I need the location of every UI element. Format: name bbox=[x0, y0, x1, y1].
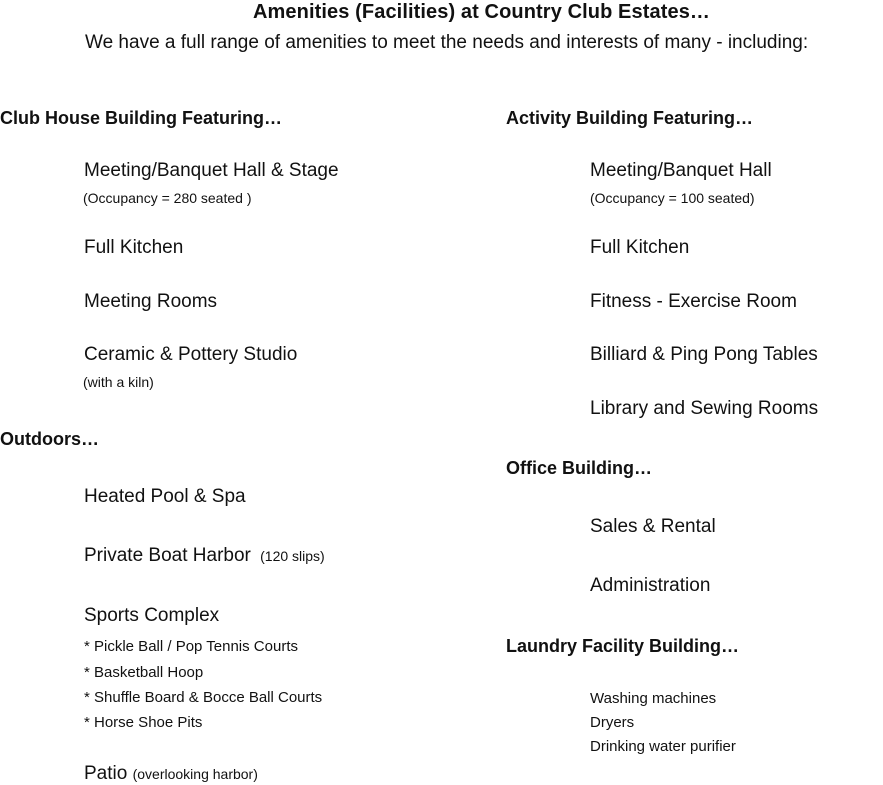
clubhouse-meeting-rooms: Meeting Rooms bbox=[84, 291, 218, 312]
laundry-item: Drinking water purifier bbox=[590, 738, 736, 755]
outdoors-pool: Heated Pool & Spa bbox=[84, 486, 246, 507]
sports-item: * Horse Shoe Pits bbox=[84, 714, 203, 731]
outdoors-harbor-label: Private Boat Harbor bbox=[84, 545, 251, 566]
clubhouse-ceramic: Ceramic & Pottery Studio bbox=[84, 344, 298, 365]
outdoors-patio-label: Patio bbox=[84, 763, 128, 784]
activity-hall-note: (Occupancy = 100 seated) bbox=[590, 190, 755, 206]
outdoors-heading: Outdoors… bbox=[0, 429, 99, 449]
activity-heading: Activity Building Featuring… bbox=[506, 108, 754, 128]
activity-fitness: Fitness - Exercise Room bbox=[590, 291, 797, 312]
clubhouse-kitchen: Full Kitchen bbox=[84, 237, 184, 258]
activity-library: Library and Sewing Rooms bbox=[590, 398, 819, 419]
outdoors-patio bbox=[84, 763, 258, 785]
office-admin: Administration bbox=[590, 575, 711, 596]
sports-item: * Basketball Hoop bbox=[84, 664, 204, 681]
clubhouse-hall-note: (Occupancy = 280 seated ) bbox=[83, 190, 252, 206]
activity-hall: Meeting/Banquet Hall bbox=[590, 160, 772, 181]
activity-billiard: Billiard & Ping Pong Tables bbox=[590, 344, 818, 365]
sports-item: * Pickle Ball / Pop Tennis Courts bbox=[84, 638, 298, 655]
outdoors-patio-note: (overlooking harbor) bbox=[132, 766, 258, 782]
page-subtitle: We have a full range of amenities to meet the needs and interests of many - including: bbox=[85, 32, 809, 53]
clubhouse-ceramic-note: (with a kiln) bbox=[83, 374, 154, 390]
sports-item: * Shuffle Board & Bocce Ball Courts bbox=[84, 689, 323, 706]
activity-kitchen: Full Kitchen bbox=[590, 237, 690, 258]
clubhouse-heading: Club House Building Featuring… bbox=[0, 108, 282, 128]
page-title: Amenities (Facilities) at Country Club Estates… bbox=[253, 1, 711, 23]
office-heading: Office Building… bbox=[506, 458, 652, 478]
outdoors-harbor-note: (120 slips) bbox=[260, 548, 325, 564]
outdoors-harbor bbox=[84, 545, 325, 567]
laundry-item: Washing machines bbox=[590, 690, 717, 707]
clubhouse-hall: Meeting/Banquet Hall & Stage bbox=[84, 160, 339, 181]
outdoors-sports: Sports Complex bbox=[84, 605, 220, 626]
laundry-heading: Laundry Facility Building… bbox=[506, 636, 740, 656]
laundry-item: Dryers bbox=[590, 714, 635, 731]
office-sales: Sales & Rental bbox=[590, 516, 716, 537]
